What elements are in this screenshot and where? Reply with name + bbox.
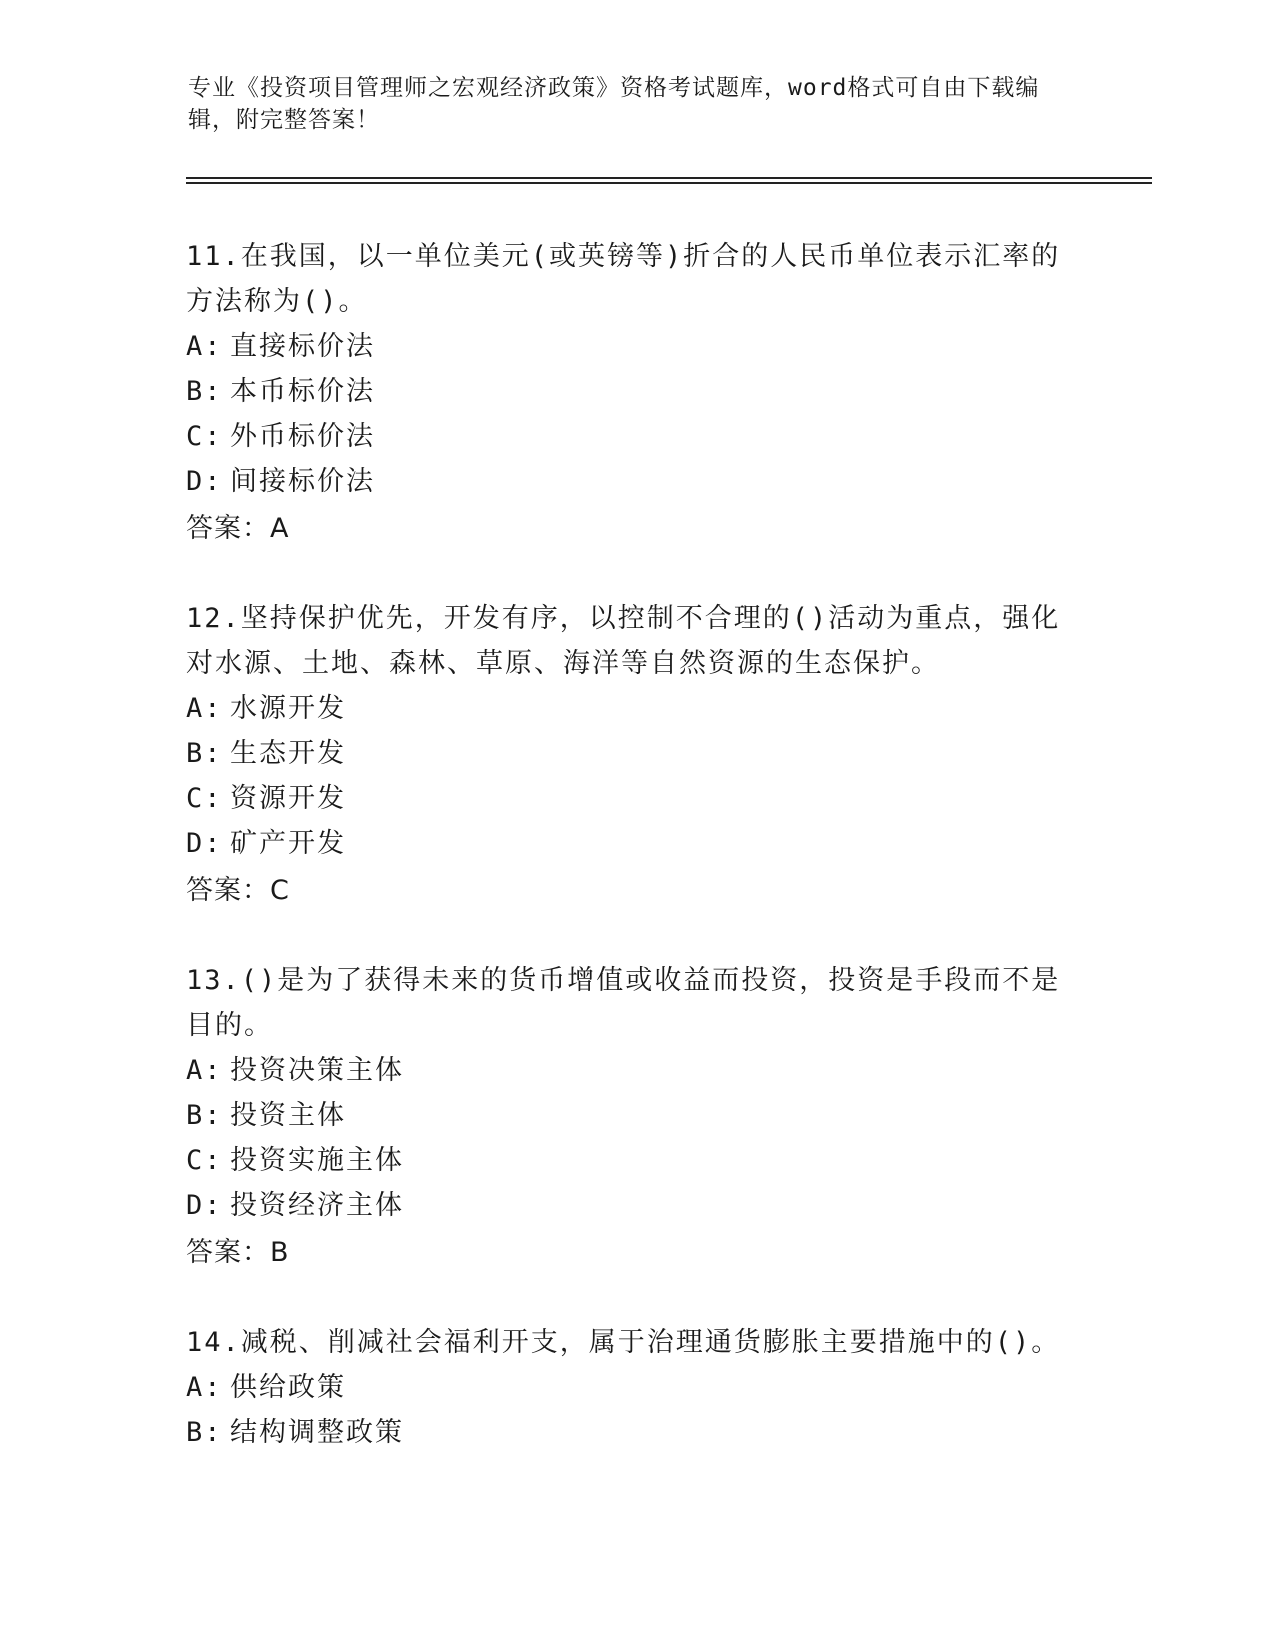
question-12 [186, 596, 1086, 916]
option-letter: B: [186, 1417, 223, 1448]
option-text: 投资实施主体 [230, 1145, 404, 1176]
option-text: 水源开发 [230, 693, 346, 724]
option-text: 投资主体 [230, 1100, 346, 1131]
header-rule-top [186, 177, 1152, 179]
option-letter: B: [186, 376, 223, 407]
option-text: 供给政策 [230, 1372, 346, 1403]
question-13 [186, 958, 1086, 1278]
option-b [186, 1093, 1086, 1138]
option-text: 外币标价法 [230, 421, 375, 452]
question-stem: 12.坚持保护优先，开发有序，以控制不合理的()活动为重点，强化对水源、土地、森林、草原、海洋等自然资源的生态保护。 [186, 603, 1061, 679]
option-letter: C: [186, 1145, 223, 1176]
option-letter: C: [186, 421, 223, 452]
option-letter: B: [186, 738, 223, 769]
option-text: 直接标价法 [230, 331, 375, 362]
option-letter: D: [186, 828, 223, 859]
answer-label: 答案：B [186, 1237, 290, 1268]
option-d [186, 821, 1086, 866]
option-text: 矿产开发 [230, 828, 346, 859]
document-header: 专业《投资项目管理师之宏观经济政策》资格考试题库，word格式可自由下载编辑，附完整答案！ [188, 75, 1040, 133]
header-rule-bottom [186, 182, 1152, 184]
option-letter: D: [186, 1190, 223, 1221]
question-stem: 14.减税、削减社会福利开支，属于治理通货膨胀主要措施中的()。 [186, 1327, 1061, 1358]
option-b [186, 369, 1086, 414]
option-b [186, 731, 1086, 776]
question-list [186, 234, 1086, 1497]
option-c [186, 414, 1086, 459]
option-letter: D: [186, 466, 223, 497]
option-letter: A: [186, 331, 223, 362]
option-text: 结构调整政策 [230, 1417, 404, 1448]
option-a [186, 1048, 1086, 1093]
answer-label: 答案：C [186, 875, 290, 906]
option-text: 生态开发 [230, 738, 346, 769]
answer-label: 答案：A [186, 513, 290, 544]
question-14 [186, 1320, 1086, 1455]
option-text: 投资决策主体 [230, 1055, 404, 1086]
option-b [186, 1410, 1086, 1455]
option-letter: B: [186, 1100, 223, 1131]
question-stem: 13.()是为了获得未来的货币增值或收益而投资，投资是手段而不是目的。 [186, 965, 1061, 1041]
option-a [186, 1365, 1086, 1410]
option-text: 投资经济主体 [230, 1190, 404, 1221]
option-c [186, 776, 1086, 821]
option-d [186, 1183, 1086, 1228]
option-text: 资源开发 [230, 783, 346, 814]
question-stem: 11.在我国，以一单位美元(或英镑等)折合的人民币单位表示汇率的方法称为()。 [186, 241, 1061, 317]
option-letter: A: [186, 1372, 223, 1403]
option-a [186, 324, 1086, 369]
option-c [186, 1138, 1086, 1183]
option-d [186, 459, 1086, 504]
option-letter: A: [186, 1055, 223, 1086]
option-text: 间接标价法 [230, 466, 375, 497]
option-letter: C: [186, 783, 223, 814]
option-a [186, 686, 1086, 731]
option-letter: A: [186, 693, 223, 724]
option-text: 本币标价法 [230, 376, 375, 407]
question-11 [186, 234, 1086, 554]
